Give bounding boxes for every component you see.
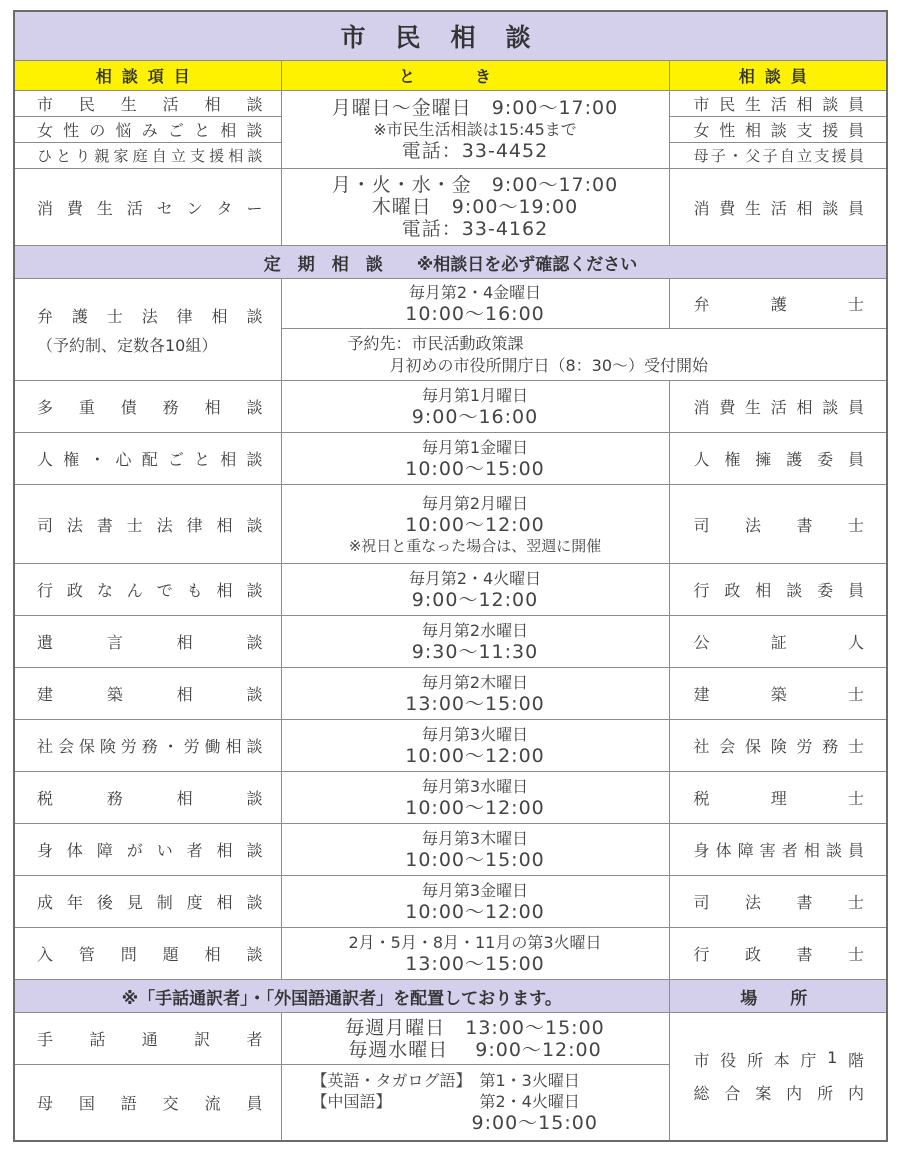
item-label: 税 務 相 談 — [37, 789, 263, 808]
reserve-line: 月初めの市役所開庁日（8：30～）受付開始 — [389, 355, 709, 375]
item-label: 身 体 障 が い 者 相 談 — [37, 841, 263, 860]
time-line: 【英語・タガログ語】 第1・3火曜日 — [311, 1071, 580, 1091]
staff-label: 女 性 相 談 支 援 員 — [693, 121, 865, 140]
item-label: 行 政 な ん で も 相 談 — [37, 581, 263, 600]
time-line: 9:30～11:30 — [411, 641, 539, 663]
staff-label: 公 証 人 — [693, 633, 865, 652]
time-cell — [281, 1065, 669, 1141]
time-cell — [281, 668, 669, 720]
item-label: 母 国 語 交 流 員 — [37, 1093, 263, 1113]
place-line: 市 役 所 本 庁 1 階 — [693, 1048, 864, 1071]
staff-label: 建 築 士 — [693, 685, 865, 704]
time-line: 月・火・水・金 9:00～17:00 — [331, 174, 619, 196]
staff-cell — [669, 91, 887, 117]
reserve-cell — [281, 329, 887, 381]
staff-label: 消 費 生 活 相 談 員 — [693, 398, 865, 417]
place-cell — [669, 1013, 887, 1141]
item-cell — [14, 616, 281, 668]
staff-label: 行 政 相 談 委 員 — [693, 581, 864, 600]
item-cell — [14, 928, 281, 980]
time-cell — [281, 91, 669, 169]
day-line: 毎月第2・4金曜日 — [408, 283, 542, 302]
item-cell — [14, 91, 281, 117]
place-header: 場 所 — [669, 980, 887, 1013]
time-cell — [281, 381, 669, 433]
day-line: 2月・5月・8月・11月の第3火曜日 — [348, 933, 602, 952]
day-line: 毎月第1金曜日 — [421, 438, 529, 457]
staff-cell — [669, 279, 887, 329]
staff-cell — [669, 169, 887, 246]
time-line: 10:00～12:00 — [405, 797, 545, 819]
item-cell — [14, 381, 281, 433]
time-line: 10:00～15:00 — [405, 849, 545, 871]
staff-cell — [669, 772, 887, 824]
item-cell — [14, 772, 281, 824]
staff-cell — [669, 824, 887, 876]
item-cell — [14, 1065, 281, 1141]
day-line: 毎月第2・4火曜日 — [408, 569, 542, 588]
item-label: 遺 言 相 談 — [37, 633, 263, 652]
staff-label: 身 体 障 害 者 相 談 員 — [693, 841, 864, 860]
item-cell — [14, 1013, 281, 1065]
time-line: 木曜日 9:00～19:00 — [371, 196, 579, 218]
page-title: 市民相談 — [14, 11, 887, 61]
item-label: 市 民 生 活 相 談 — [37, 95, 263, 114]
day-line: 毎月第3火曜日 — [421, 725, 529, 744]
staff-cell — [669, 668, 887, 720]
staff-label: 消 費 生 活 相 談 員 — [693, 198, 865, 218]
day-line: 毎月第1月曜日 — [421, 386, 529, 405]
staff-label: 司 法 書 士 — [693, 893, 865, 912]
item-label: 消 費 生 活 セ ン タ ー — [37, 198, 263, 218]
time-cell — [281, 433, 669, 485]
time-cell — [281, 876, 669, 928]
time-line: 月曜日～金曜日 9:00～17:00 — [331, 97, 619, 119]
staff-label: 税 理 士 — [693, 789, 865, 808]
time-line: 9:00～16:00 — [411, 406, 539, 428]
item-label: 人 権 ・ 心 配 ご と 相 談 — [37, 450, 263, 469]
item-label: 司 法 書 士 法 律 相 談 — [37, 515, 263, 535]
time-line: ※市民生活相談は15:45まで — [373, 120, 577, 139]
item-cell — [14, 169, 281, 246]
phone-line: 電話：33-4452 — [401, 140, 549, 162]
time-line: 10:00～12:00 — [405, 745, 545, 767]
phone-line: 電話：33-4162 — [401, 218, 549, 240]
item-label: 女 性 の 悩 み ご と 相 談 — [37, 121, 263, 140]
time-line: 毎週月曜日 13:00～15:00 — [345, 1016, 605, 1039]
time-cell — [281, 772, 669, 824]
staff-label: 社 会 保 険 労 務 士 — [693, 737, 865, 756]
day-line: 毎月第3水曜日 — [421, 777, 529, 796]
day-line: 毎月第2月曜日 — [421, 493, 529, 513]
time-cell — [281, 279, 669, 329]
item-note: （予約制、定数各10組） — [37, 335, 218, 355]
staff-cell — [669, 433, 887, 485]
item-cell — [14, 143, 281, 169]
item-label: 入 管 問 題 相 談 — [37, 945, 263, 964]
time-line: 9:00～15:00 — [471, 1112, 598, 1135]
item-label: 弁 護 士 法 律 相 談 — [37, 306, 263, 326]
item-cell — [14, 279, 281, 381]
consultation-table — [13, 10, 888, 1142]
place-line: 総 合 案 内 所 内 — [693, 1084, 864, 1104]
item-cell — [14, 668, 281, 720]
header-staff: 相談員 — [669, 61, 887, 91]
time-line: 13:00～15:00 — [405, 953, 545, 975]
item-cell — [14, 876, 281, 928]
item-cell — [14, 433, 281, 485]
time-line: 10:00～12:00 — [405, 513, 545, 536]
item-label: 手 話 通 訳 者 — [37, 1030, 263, 1049]
time-line: 毎週水曜日 9:00～12:00 — [348, 1038, 602, 1061]
time-line: 10:00～16:00 — [405, 303, 545, 325]
staff-label: 行 政 書 士 — [693, 945, 865, 964]
item-label: 建 築 相 談 — [37, 685, 263, 704]
item-label: 多 重 債 務 相 談 — [37, 398, 263, 417]
time-line: 10:00～12:00 — [405, 901, 545, 923]
reserve-line: 予約先：市民活動政策課 — [347, 333, 524, 353]
item-label: 社 会 保 険 労 務 ・ 労 働 相 談 — [37, 737, 263, 756]
item-cell — [14, 824, 281, 876]
header-item: 相談項目 — [14, 61, 281, 91]
staff-cell — [669, 564, 887, 616]
time-cell — [281, 169, 669, 246]
staff-label: 人 権 擁 護 委 員 — [693, 450, 864, 469]
staff-cell — [669, 720, 887, 772]
staff-cell — [669, 876, 887, 928]
staff-cell — [669, 381, 887, 433]
staff-label: 母 子 ・ 父 子 自 立 支 援 員 — [693, 147, 864, 165]
time-cell — [281, 720, 669, 772]
day-line: 毎月第3木曜日 — [421, 829, 529, 848]
item-cell — [14, 564, 281, 616]
header-time: とき — [281, 61, 669, 91]
time-cell — [281, 928, 669, 980]
time-cell — [281, 616, 669, 668]
note-line: ※祝日と重なった場合は、翌週に開催 — [348, 536, 602, 555]
staff-label: 弁 護 士 — [693, 295, 865, 314]
staff-cell — [669, 117, 887, 143]
staff-label: 市 民 生 活 相 談 員 — [693, 95, 865, 114]
time-line: 【中国語】 第2・4火曜日 — [311, 1092, 580, 1112]
item-cell — [14, 485, 281, 564]
item-cell — [14, 117, 281, 143]
time-cell — [281, 824, 669, 876]
item-label: 成 年 後 見 制 度 相 談 — [37, 893, 263, 912]
day-line: 毎月第2水曜日 — [421, 621, 529, 640]
staff-label: 司 法 書 士 — [693, 515, 865, 535]
interpreter-header: ※「手話通訳者」・「外国語通訳者」を配置しております。 — [14, 980, 669, 1013]
day-line: 毎月第3金曜日 — [421, 881, 529, 900]
time-cell — [281, 1013, 669, 1065]
time-cell — [281, 485, 669, 564]
time-cell — [281, 564, 669, 616]
item-label: ひ と り 親 家 庭 自 立 支 援 相 談 — [37, 147, 263, 165]
staff-cell — [669, 928, 887, 980]
regular-section-header: 定 期 相 談 ※相談日を必ず確認ください — [14, 246, 887, 279]
time-line: 9:00～12:00 — [411, 589, 539, 611]
day-line: 毎月第2木曜日 — [421, 673, 529, 692]
item-cell — [14, 720, 281, 772]
staff-cell — [669, 485, 887, 564]
time-line: 10:00～15:00 — [405, 458, 545, 480]
staff-cell — [669, 143, 887, 169]
time-line: 13:00～15:00 — [405, 693, 545, 715]
staff-cell — [669, 616, 887, 668]
